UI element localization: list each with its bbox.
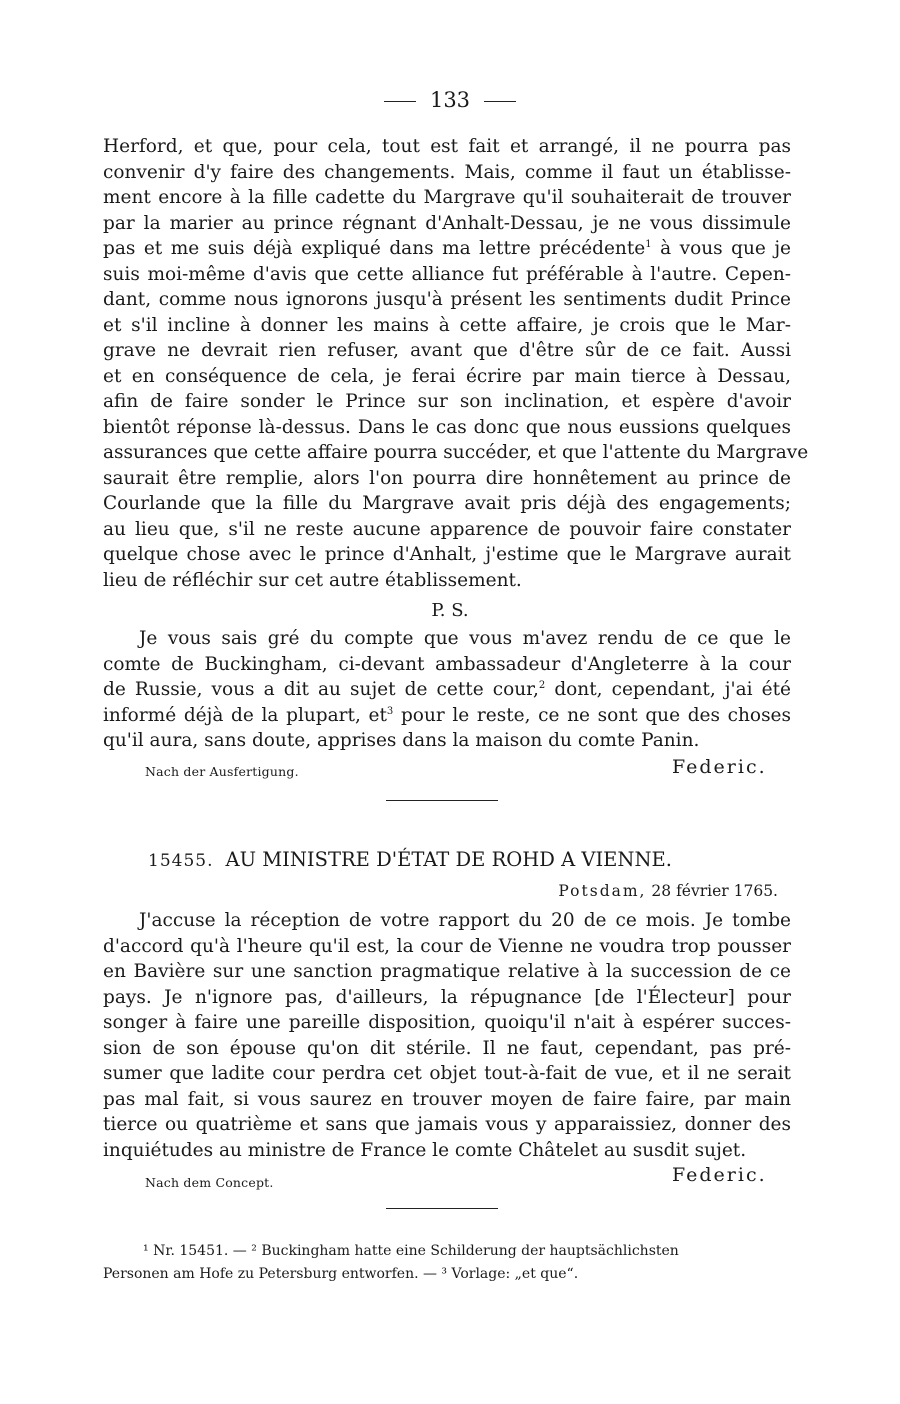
page-number-dash-right xyxy=(484,101,516,102)
text-line: comte de Buckingham, ci-devant ambassadeur d'Angleterre à la cour xyxy=(103,653,791,675)
footnote-line: Personen am Hofe zu Petersburg entworfen. — ³ Vorlage: „et que“. xyxy=(103,1266,579,1282)
text-line: quelque chose avec le prince d'Anhalt, j'estime que le Margrave aurait xyxy=(103,544,791,565)
text-line: saurait être remplie, alors l'on pourra dire honnêtement au prince de xyxy=(103,467,791,489)
dateline-date: 28 février 1765. xyxy=(651,882,778,900)
source-note: Nach der Ausfertigung. xyxy=(145,764,299,779)
text-line: inquiétudes au ministre de France le comte Châtelet au susdit sujet. xyxy=(103,1139,747,1161)
page-number: 133 xyxy=(0,88,900,112)
footnote-line: ¹ Nr. 15451. — ² Buckingham hatte eine Schilderung der hauptsächlichsten xyxy=(143,1243,679,1259)
letter2-body xyxy=(103,908,791,1163)
footnote-ref: 2 xyxy=(538,679,546,691)
page-number-dash-left xyxy=(384,101,416,102)
dateline-place: Potsdam, xyxy=(558,882,647,900)
footnote-ref: 3 xyxy=(386,705,394,717)
letter-heading xyxy=(148,848,672,871)
text-line: d'accord qu'à l'heure qu'il est, la cour de Vienne ne voudra trop pousser xyxy=(103,935,791,957)
footnotes xyxy=(103,1240,793,1286)
text-line: en Bavière sur une sanction pragmatique relative à la succession de ce xyxy=(103,961,791,982)
text-line: qu'il aura, sans doute, apprises dans la maison du comte Panin. xyxy=(103,730,700,751)
signature: Federic. xyxy=(672,1164,767,1186)
text-line: dant, comme nous ignorons jusqu'à présent les sentiments dudit Prince xyxy=(103,289,791,310)
dateline xyxy=(558,882,778,900)
text-line: Je vous sais gré du compte que vous m'avez rendu de ce que le xyxy=(139,628,791,649)
text-line: Herford, et que, pour cela, tout est fait et arrangé, il ne pourra pas xyxy=(103,136,791,157)
text-line: et en conséquence de cela, je ferai écrire par main tierce à Dessau, xyxy=(103,365,791,387)
text-line: et s'il incline à donner les mains à cette affaire, je crois que le Mar- xyxy=(103,314,791,336)
letter1-body xyxy=(103,134,809,593)
text-line: par la marier au prince régnant d'Anhalt-Dessau, je ne vous dissimule xyxy=(103,212,791,234)
text-line: J'accuse la réception de votre rapport du 20 de ce mois. Je tombe xyxy=(139,910,791,931)
text-line: songer à faire une pareille disposition, quoiqu'il n'ait à espérer succes- xyxy=(103,1012,791,1033)
letter-number: 15455. xyxy=(148,851,214,871)
postscript-label: P. S. xyxy=(431,600,469,621)
text-line: informé déjà de la plupart, $et^3$ pour le reste, ce ne sont que des choses xyxy=(103,704,791,726)
text-line: pays. Je n'ignore pas, d'ailleurs, la répugnance [de l'Électeur] pour xyxy=(103,986,791,1008)
text-line: tierce ou quatrième et sans que jamais vous y apparaissiez, donner des xyxy=(103,1114,791,1135)
text-line: afin de faire sonder le Prince sur son inclination, et espère d'avoir xyxy=(103,391,791,412)
section-divider xyxy=(386,1208,498,1209)
text-line: pas mal fait, si vous saurez en trouver moyen de faire faire, par main xyxy=(103,1088,791,1110)
section-divider xyxy=(386,800,498,801)
text-line: pas et me suis déjà expliqué dans ma lettre précédente$^1$ à vous que je xyxy=(103,238,792,259)
text-line: assurances que cette affaire pourra succéder, et que l'attente du Margrave xyxy=(103,442,809,463)
text-line: au lieu que, s'il ne reste aucune apparence de pouvoir faire constater xyxy=(103,518,791,540)
postscript-body xyxy=(103,626,791,754)
text-line: bientôt réponse là-dessus. Dans le cas donc que nous eussions quelques xyxy=(103,416,791,438)
text-line: sumer que ladite cour perdra cet objet tout-à-fait de vue, et il ne serait xyxy=(103,1063,791,1084)
signature: Federic. xyxy=(672,756,767,778)
text-line: Courlande que la fille du Margrave avait pris déjà des engagements; xyxy=(103,493,791,514)
text-line: suis moi-même d'avis que cette alliance fut préférable à l'autre. Cepen- xyxy=(103,263,791,285)
text-line: lieu de réfléchir sur cet autre établissement. xyxy=(103,569,522,591)
text-line: grave ne devrait rien refuser, avant que d'être sûr de ce fait. Aussi xyxy=(103,340,791,361)
footnote-ref: 1 xyxy=(645,238,652,250)
text-line: de Russie, vous a dit au sujet de cette cour,$^2$ dont, cependant, j'ai été xyxy=(103,679,791,700)
source-note: Nach dem Concept. xyxy=(145,1175,274,1190)
letter-title: AU MINISTRE D'ÉTAT DE ROHD A VIENNE. xyxy=(225,848,672,871)
text-line: ment encore à la fille cadette du Margrave qu'il souhaiterait de trouver xyxy=(103,187,791,208)
text-line: sion de son épouse qu'on dit stérile. Il ne faut, cependant, pas pré- xyxy=(103,1037,791,1059)
text-line: convenir d'y faire des changements. Mais, comme il faut un établisse- xyxy=(103,161,791,183)
